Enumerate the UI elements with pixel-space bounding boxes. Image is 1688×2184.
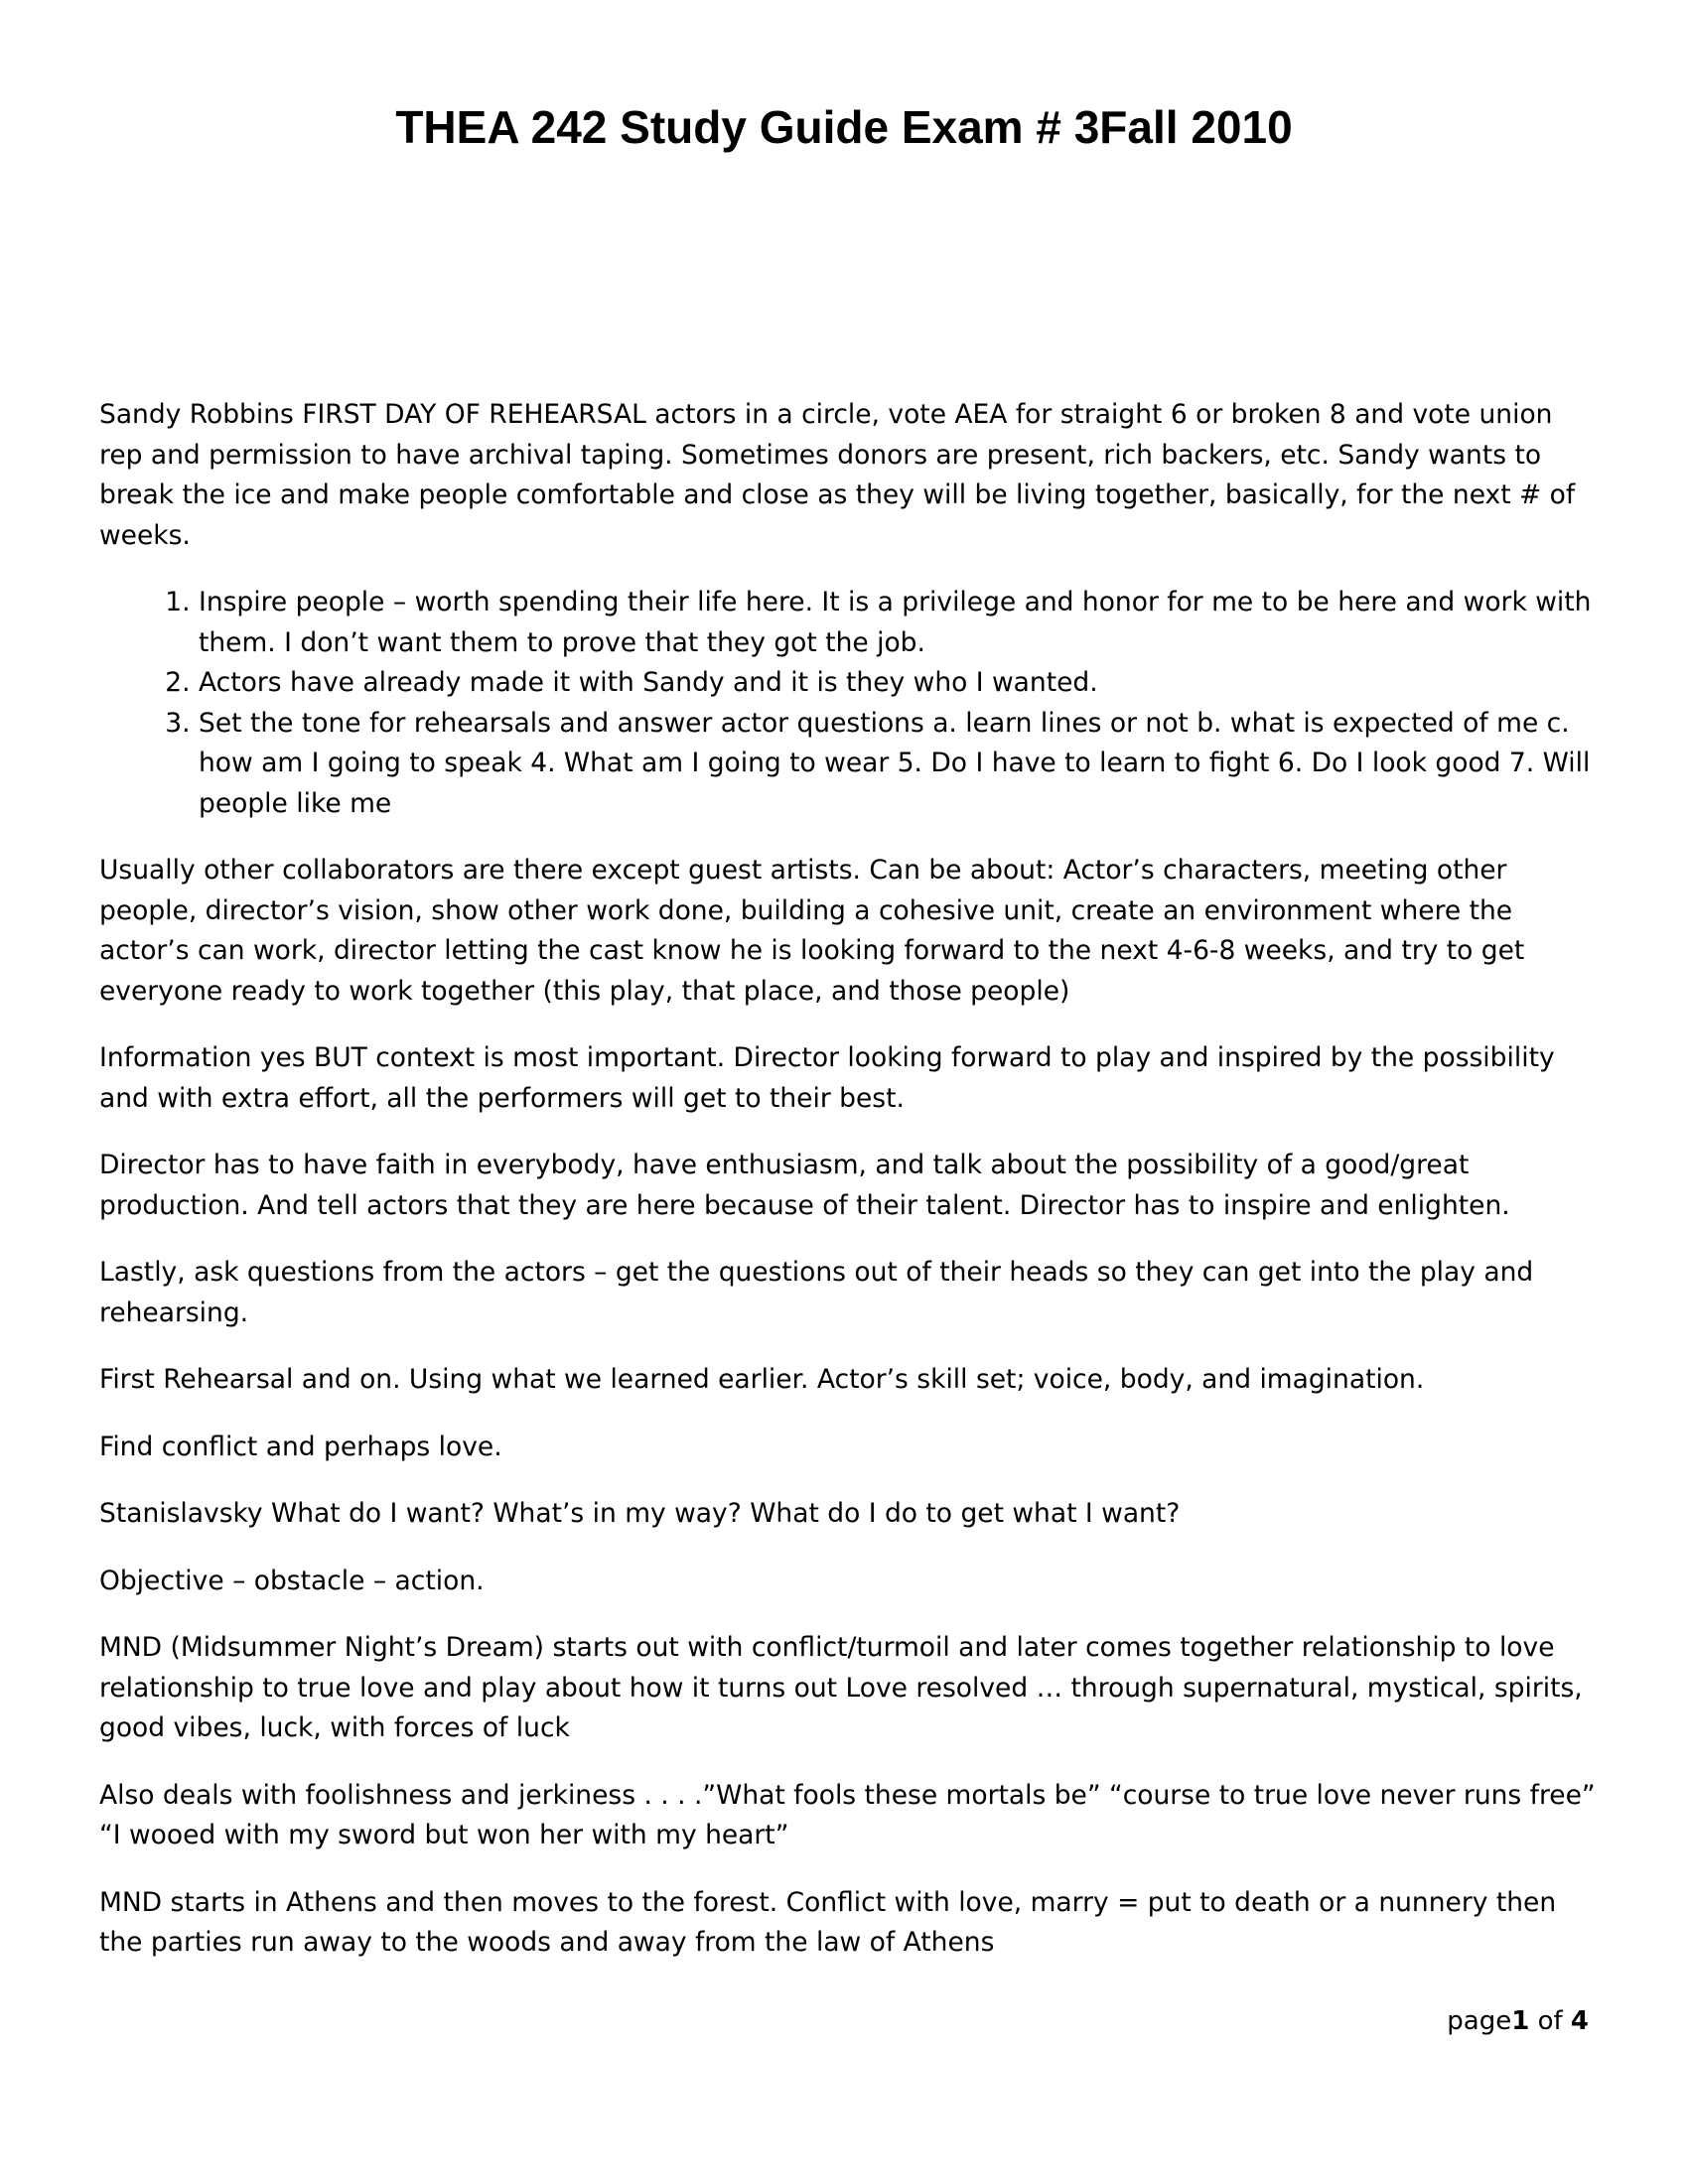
- intro-paragraph: Sandy Robbins FIRST DAY OF REHEARSAL actors in a circle, vote AEA for straight 6 or broken 8 and vote union rep and permission to have archival taping. Sometimes donors are present, rich backers, etc. Sandy wants to break the ice and make people comfortable and close as they will be living together, basically, for the next # of weeks.: [99, 399, 1576, 551]
- paragraph-conflict: Find conflict and perhaps love.: [99, 1431, 502, 1462]
- page-number-separator: of: [1529, 2006, 1571, 2036]
- page-title: THEA 242 Study Guide Exam # 3Fall 2010: [395, 101, 1293, 153]
- list-item: 3. Set the tone for rehearsals and answer actor questions a. learn lines or not b. what is expected of me c. how am I going to speak 4. What am I going to wear 5. Do I have to learn to fight 6. Do I look good 7. Will people like me: [199, 704, 1599, 825]
- page-number-prefix: page: [1447, 2006, 1512, 2036]
- paragraph-stanislavsky: Stanislavsky What do I want? What’s in my way? What do I do to get what I want?: [99, 1498, 1181, 1529]
- page-number-total: 4: [1570, 2006, 1589, 2036]
- list-item: 2. Actors have already made it with Sandy and it is they who I wanted.: [199, 663, 1599, 704]
- document-body: [99, 395, 1599, 1990]
- paragraph-collaborators: Usually other collaborators are there except guest artists. Can be about: Actor’s characters, meeting other people, director’s vision, show other work done, building a cohesive unit, create an environment where the actor’s can work, director letting the cast know he is looking forward to the next 4-6-8 weeks, and try to get everyone ready to work together (this play, that place, and those people): [99, 855, 1525, 1007]
- paragraph-foolishness: Also deals with foolishness and jerkiness . . . .”What fools these mortals be” “course to true love never runs free” “I wooed with my sword but won her with my heart”: [99, 1779, 1596, 1850]
- paragraph-questions: Lastly, ask questions from the actors – get the questions out of their heads so they can get into the play and rehearsing.: [99, 1257, 1534, 1328]
- paragraph-director-faith: Director has to have faith in everybody, have enthusiasm, and talk about the possibility of a good/great production. And tell actors that they are here because of their talent. Director has to inspire and enlighten.: [99, 1150, 1510, 1221]
- paragraph-objective: Objective – obstacle – action.: [99, 1565, 485, 1596]
- paragraph-context: Information yes BUT context is most important. Director looking forward to play and inspired by the possibility and with extra effort, all the performers will get to their best.: [99, 1042, 1555, 1114]
- page-number: [1447, 2003, 1589, 2039]
- list-item: 1. Inspire people – worth spending their life here. It is a privilege and honor for me to be here and work with them. I don’t want them to prove that they got the job.: [199, 583, 1599, 663]
- paragraph-first-rehearsal: First Rehearsal and on. Using what we learned earlier. Actor’s skill set; voice, body, and imagination.: [99, 1364, 1425, 1395]
- paragraph-mnd-conflict: MND (Midsummer Night’s Dream) starts out with conflict/turmoil and later comes together relationship to love relationship to true love and play about how it turns out Love resolved … through supernatural, mystical, spirits, good vibes, luck, with forces of luck: [99, 1632, 1583, 1743]
- paragraph-athens: MND starts in Athens and then moves to the forest. Conflict with love, marry = put to death or a nunnery then the parties run away to the woods and away from the law of Athens: [99, 1886, 1557, 1958]
- numbered-list: [99, 583, 1599, 824]
- page-number-current: 1: [1511, 2006, 1530, 2036]
